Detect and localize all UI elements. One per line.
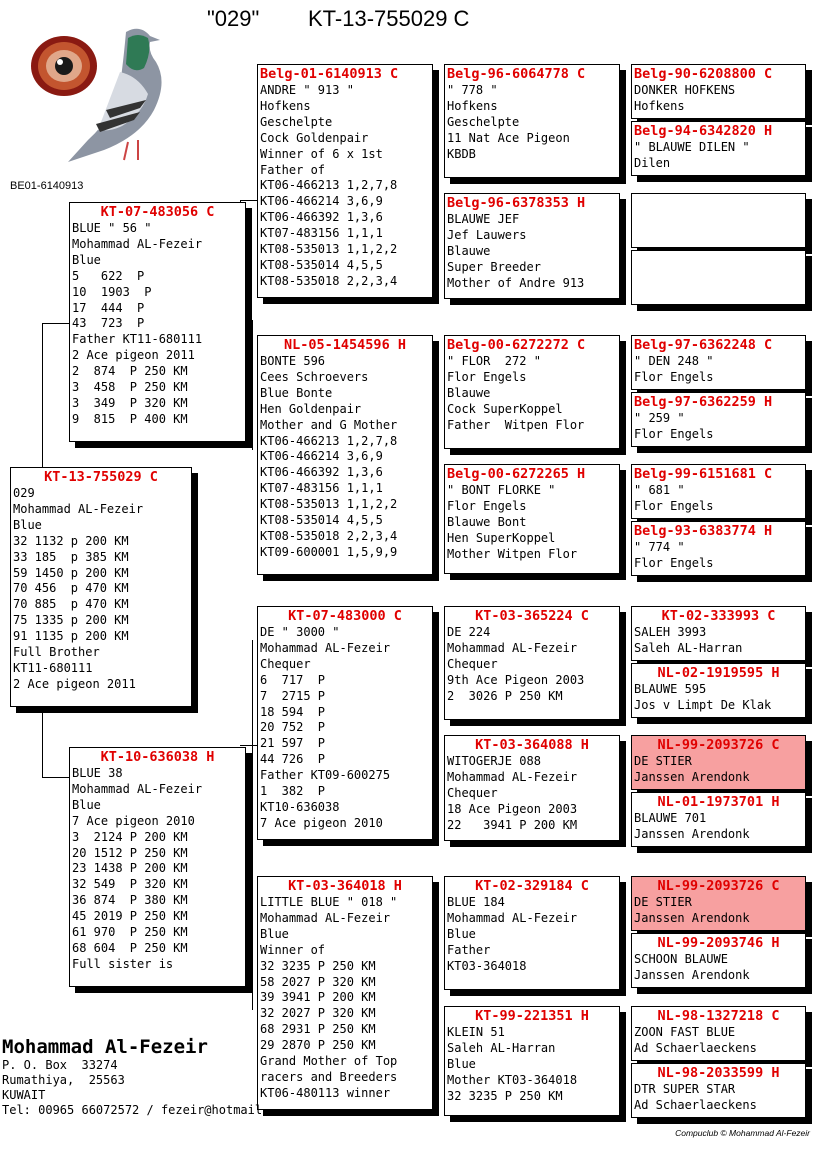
info-line: 10 1903 P xyxy=(72,284,152,299)
info-line: 32 2027 P 320 KM xyxy=(260,1006,376,1021)
info-line: Jos v Limpt De Klak xyxy=(634,697,772,712)
g8-card[interactable] xyxy=(631,521,806,576)
g13-lines xyxy=(634,895,803,927)
info-line: 21 597 P xyxy=(260,736,326,751)
info-line: Ad Schaerlaeckens xyxy=(634,1097,757,1112)
info-line: 75 1335 p 200 KM xyxy=(13,613,129,628)
dss-lines xyxy=(447,625,617,705)
info-line: 22 3941 P 200 KM xyxy=(447,817,578,832)
info-line: 32 3235 P 250 KM xyxy=(260,958,376,973)
info-line: 68 604 P 250 KM xyxy=(72,940,188,955)
sss-card[interactable] xyxy=(444,64,620,178)
info-line: " 774 " xyxy=(634,540,685,554)
info-line: DE 224 xyxy=(447,625,491,639)
g16-lines xyxy=(634,1082,803,1114)
g2-lines xyxy=(634,140,803,172)
info-line: KT06-466213 1,2,7,8 xyxy=(260,178,398,193)
info-line: DTR SUPER STAR xyxy=(634,1082,736,1096)
info-line: 91 1135 p 200 KM xyxy=(13,629,129,644)
info-line: Full Brother xyxy=(13,645,100,660)
g14-card[interactable] xyxy=(631,933,806,988)
info-line: Blue xyxy=(72,797,101,812)
dam-sire-lines xyxy=(260,625,430,832)
info-line: Chequer xyxy=(447,656,498,671)
info-line: Blauwe xyxy=(447,385,491,400)
pigeon-ring-title: KT-13-755029 C xyxy=(308,6,470,31)
g9-lines xyxy=(634,625,803,657)
info-line: KT06-480113 winner xyxy=(260,1085,391,1100)
info-line: Mohammad AL-Fezeir xyxy=(72,236,203,251)
sire-lines xyxy=(72,221,243,428)
dss-ring: KT-03-365224 C xyxy=(475,608,589,624)
info-line: 3 458 P 250 KM xyxy=(72,380,188,395)
g8-ring: Belg-93-6383774 H xyxy=(634,523,773,539)
copyright: Compuclub © Mohammad Al-Fezeir xyxy=(675,1128,810,1138)
info-line: Mohammad AL-Fezeir xyxy=(72,781,203,796)
info-line: Cock SuperKoppel xyxy=(447,401,563,416)
info-line: Father Witpen Flor xyxy=(447,417,585,432)
g2-ring: Belg-94-6342820 H xyxy=(634,123,773,139)
info-line: Mohammad AL-Fezeir xyxy=(447,640,578,655)
dam-lines xyxy=(72,766,243,973)
info-line: Father of xyxy=(260,162,326,177)
info-line: 44 726 P xyxy=(260,752,326,767)
info-line: Janssen Arendonk xyxy=(634,826,750,841)
g9-card[interactable] xyxy=(631,606,806,661)
info-line: 68 2931 P 250 KM xyxy=(260,1022,376,1037)
g1-lines xyxy=(634,83,803,115)
info-line: Flor Engels xyxy=(634,426,714,441)
info-line: 17 444 P xyxy=(72,300,145,315)
info-line: KT08-535018 2,2,3,4 xyxy=(260,273,398,288)
g10-card[interactable] xyxy=(631,663,806,718)
info-line: 43 723 P xyxy=(72,316,145,331)
info-line: KT07-483156 1,1,1 xyxy=(260,226,383,241)
owner-block xyxy=(2,1036,269,1118)
g12-card[interactable] xyxy=(631,792,806,847)
info-line: Hofkens xyxy=(634,98,685,113)
info-line: Janssen Arendonk xyxy=(634,910,750,925)
g6-ring: Belg-97-6362259 H xyxy=(634,394,773,410)
g5-card[interactable] xyxy=(631,335,806,390)
sss-lines xyxy=(447,83,617,163)
info-line: 7 2715 P xyxy=(260,688,326,703)
dam-dam-lines xyxy=(260,895,430,1102)
info-line: Janssen Arendonk xyxy=(634,769,750,784)
dam-dam-card[interactable] xyxy=(257,876,433,1110)
info-line: DE STIER xyxy=(634,754,692,768)
info-line: KT10-636038 xyxy=(260,799,340,814)
sss-ring: Belg-96-6064778 C xyxy=(447,66,586,82)
info-line: 5 622 P xyxy=(72,268,145,283)
info-line: WITOGERJE 088 xyxy=(447,754,541,768)
dsd-lines xyxy=(447,754,617,834)
info-line: Hofkens xyxy=(447,98,498,113)
info-line: 32 549 P 320 KM xyxy=(72,877,188,892)
info-line: 70 885 p 470 KM xyxy=(13,597,129,612)
info-line: Janssen Arendonk xyxy=(634,967,750,982)
g12-ring: NL-01-1973701 H xyxy=(657,794,780,810)
info-line: Mother of Andre 913 xyxy=(447,275,585,290)
info-line: Blue xyxy=(13,517,42,532)
info-line: 61 970 P 250 KM xyxy=(72,925,188,940)
info-line: Blauwe Bont xyxy=(447,514,527,529)
sds-lines xyxy=(447,354,617,434)
sds-card[interactable] xyxy=(444,335,620,449)
info-line: Blue xyxy=(72,252,101,267)
info-line: 9 815 P 400 KM xyxy=(72,411,188,426)
info-line: 20 752 P xyxy=(260,720,326,735)
ssd-ring: Belg-96-6378353 H xyxy=(447,195,586,211)
g7-card[interactable] xyxy=(631,464,806,519)
info-line: Cock Goldenpair xyxy=(260,130,369,145)
info-line: SCHOON BLAUWE xyxy=(634,952,728,966)
info-line: Mother and G Mother xyxy=(260,417,398,432)
info-line: 45 2019 P 250 KM xyxy=(72,909,188,924)
info-line: 6 717 P xyxy=(260,672,326,687)
g13-ring: NL-99-2093726 C xyxy=(657,878,780,894)
info-line: 1 382 P xyxy=(260,784,326,799)
info-line: ZOON FAST BLUE xyxy=(634,1025,736,1039)
info-line: Blauwe xyxy=(447,243,491,258)
g10-ring: NL-02-1919595 H xyxy=(657,665,780,681)
g6-card[interactable] xyxy=(631,392,806,447)
info-line: Father KT09-600275 xyxy=(260,768,391,783)
info-line: KT03-364018 xyxy=(447,958,527,973)
dss-card[interactable] xyxy=(444,606,620,720)
g7-lines xyxy=(634,483,803,515)
dam-card[interactable] xyxy=(69,747,246,987)
info-line: Mohammad AL-Fezeir xyxy=(260,910,391,925)
info-line: 32 1132 p 200 KM xyxy=(13,533,129,548)
info-line: Blue xyxy=(260,926,289,941)
sire-dam-ring: NL-05-1454596 H xyxy=(284,337,406,353)
info-line: Flor Engels xyxy=(447,498,527,513)
g15-ring: NL-98-1327218 C xyxy=(657,1008,780,1024)
dam-sire-ring: KT-07-483000 C xyxy=(288,608,402,624)
info-line: Hen Goldenpair xyxy=(260,401,362,416)
info-line: KLEIN 51 xyxy=(447,1025,505,1039)
dam-ring: KT-10-636038 H xyxy=(100,749,215,765)
info-line: 2 3026 P 250 KM xyxy=(447,688,563,703)
info-line: Father xyxy=(447,942,491,957)
g16-ring: NL-98-2033599 H xyxy=(657,1065,780,1081)
sire-dam-lines xyxy=(260,354,430,561)
g15-lines xyxy=(634,1025,803,1057)
info-line: BLAUWE 595 xyxy=(634,682,707,696)
info-line: Flor Engels xyxy=(634,498,714,513)
info-line: " 259 " xyxy=(634,411,685,425)
dam-dam-ring: KT-03-364018 H xyxy=(288,878,402,894)
info-line: racers and Breeders xyxy=(260,1069,398,1084)
info-line: Mohammad AL-Fezeir xyxy=(447,769,578,784)
g5-ring: Belg-97-6362248 C xyxy=(634,337,773,353)
sire-sire-ring: Belg-01-6140913 C xyxy=(260,66,399,82)
info-line: Dilen xyxy=(634,155,671,170)
info-line: 70 456 p 470 KM xyxy=(13,581,129,596)
sdd-card[interactable] xyxy=(444,464,620,574)
info-line: 029 xyxy=(13,486,35,500)
info-line: BLUE 38 xyxy=(72,766,123,780)
info-line: 7 Ace pigeon 2010 xyxy=(72,813,195,828)
info-line: " BONT FLORKE " xyxy=(447,483,556,497)
g6-lines xyxy=(634,411,803,443)
dds-ring: KT-02-329184 C xyxy=(475,878,589,894)
info-line: Cees Schroevers xyxy=(260,369,369,384)
g14-lines xyxy=(634,952,803,984)
info-line: DE STIER xyxy=(634,895,692,909)
info-line: KT06-466392 1,3,6 xyxy=(260,210,383,225)
info-line: 7 Ace pigeon 2010 xyxy=(260,815,383,830)
info-line: 2 Ace pigeon 2011 xyxy=(72,348,195,363)
info-line: 58 2027 P 320 KM xyxy=(260,974,376,989)
info-line: KT06-466214 3,6,9 xyxy=(260,449,383,464)
info-line: 3 349 P 320 KM xyxy=(72,395,188,410)
g14-ring: NL-99-2093746 H xyxy=(657,935,780,951)
info-line: BLUE " 56 " xyxy=(72,221,152,235)
info-line: " 681 " xyxy=(634,483,685,497)
info-line: " BLAUWE DILEN " xyxy=(634,140,750,154)
g10-lines xyxy=(634,682,803,714)
info-line: KT06-466213 1,2,7,8 xyxy=(260,433,398,448)
info-line: Hen SuperKoppel xyxy=(447,530,556,545)
info-line: Mohammad AL-Fezeir xyxy=(13,501,144,516)
owner-address-3: KUWAIT xyxy=(2,1088,46,1102)
info-line: 39 3941 P 200 KM xyxy=(260,990,376,1005)
info-line: KT08-535013 1,1,2,2 xyxy=(260,242,398,257)
info-line: Blue xyxy=(447,926,476,941)
g11-ring: NL-99-2093726 C xyxy=(657,737,780,753)
info-line: Ad Schaerlaeckens xyxy=(634,1040,757,1055)
owner-address-2: Rumathiya, 25563 xyxy=(2,1073,125,1087)
info-line: KT08-535014 4,5,5 xyxy=(260,257,383,272)
dsd-card[interactable] xyxy=(444,735,620,841)
sdd-lines xyxy=(447,483,617,563)
info-line: Mother Witpen Flor xyxy=(447,546,578,561)
subject-ring: KT-13-755029 C xyxy=(44,469,158,485)
info-line: Full sister is xyxy=(72,956,174,971)
ddd-lines xyxy=(447,1025,617,1105)
g12-lines xyxy=(634,811,803,843)
g9-ring: KT-02-333993 C xyxy=(661,608,776,624)
g3-card[interactable] xyxy=(631,193,806,248)
info-line: " 778 " xyxy=(447,83,498,97)
info-line: 36 874 P 380 KM xyxy=(72,893,188,908)
subject-lines xyxy=(13,486,189,693)
info-line: KT06-466392 1,3,6 xyxy=(260,465,383,480)
info-line: Saleh AL-Harran xyxy=(634,640,743,655)
dam-sire-card[interactable] xyxy=(257,606,433,840)
info-line: " FLOR 272 " xyxy=(447,354,541,368)
info-line: Super Breeder xyxy=(447,259,541,274)
sire-sire-lines xyxy=(260,83,430,290)
info-line: Chequer xyxy=(447,785,498,800)
info-line: Winner of 6 x 1st xyxy=(260,146,383,161)
info-line: 33 185 p 385 KM xyxy=(13,549,129,564)
g11-lines xyxy=(634,754,803,786)
info-line: BLAUWE JEF xyxy=(447,212,520,226)
info-line: Grand Mother of Top xyxy=(260,1054,398,1069)
info-line: 29 2870 P 250 KM xyxy=(260,1038,376,1053)
ddd-ring: KT-99-221351 H xyxy=(475,1008,589,1024)
info-line: 3 2124 P 200 KM xyxy=(72,829,188,844)
info-line: BLUE 184 xyxy=(447,895,505,909)
g7-ring: Belg-99-6151681 C xyxy=(634,466,773,482)
info-line: 59 1450 p 200 KM xyxy=(13,565,129,580)
info-line: Flor Engels xyxy=(447,369,527,384)
info-line: " DEN 248 " xyxy=(634,354,714,368)
g8-lines xyxy=(634,540,803,572)
info-line: KT08-535014 4,5,5 xyxy=(260,513,383,528)
g1-ring: Belg-90-6208800 C xyxy=(634,66,773,82)
ssd-lines xyxy=(447,212,617,292)
g13-card[interactable] xyxy=(631,876,806,931)
info-line: Chequer xyxy=(260,656,311,671)
info-line: ANDRE " 913 " xyxy=(260,83,354,97)
info-line: Jef Lauwers xyxy=(447,227,527,242)
info-line: KBDB xyxy=(447,146,476,161)
owner-name: Mohammad Al-Fezeir xyxy=(2,1036,208,1058)
info-line: DONKER HOFKENS xyxy=(634,83,736,97)
subject-card[interactable] xyxy=(10,467,192,707)
info-line: BLAUWE 701 xyxy=(634,811,707,825)
info-line: Geschelpte xyxy=(447,114,520,129)
sire-card[interactable] xyxy=(69,202,246,442)
info-line: 20 1512 P 250 KM xyxy=(72,845,188,860)
sire-dam-card[interactable] xyxy=(257,335,433,575)
sire-ring: KT-07-483056 C xyxy=(100,204,215,220)
info-line: KT08-535013 1,1,2,2 xyxy=(260,497,398,512)
info-line: 2 Ace pigeon 2011 xyxy=(13,676,136,691)
g1-card[interactable] xyxy=(631,64,806,119)
info-line: KT08-535018 2,2,3,4 xyxy=(260,528,398,543)
g4-card[interactable] xyxy=(631,250,806,305)
info-line: KT06-466214 3,6,9 xyxy=(260,194,383,209)
info-line: Saleh AL-Harran xyxy=(447,1040,556,1055)
owner-address-1: P. O. Box 33274 xyxy=(2,1058,118,1072)
sire-sire-card[interactable] xyxy=(257,64,433,298)
owner-contact: Tel: 00965 66072572 / fezeir@hotmail. xyxy=(2,1103,270,1117)
info-line: 18 Ace Pigeon 2003 xyxy=(447,801,578,816)
dds-lines xyxy=(447,895,617,975)
ddd-card[interactable] xyxy=(444,1006,620,1116)
info-line: Blue xyxy=(447,1056,476,1071)
info-line: 2 874 P 250 KM xyxy=(72,364,188,379)
g5-lines xyxy=(634,354,803,386)
info-line: 11 Nat Ace Pigeon xyxy=(447,130,570,145)
info-line: 18 594 P xyxy=(260,704,326,719)
info-line: 23 1438 P 200 KM xyxy=(72,861,188,876)
info-line: LITTLE BLUE " 018 " xyxy=(260,895,398,909)
ssd-card[interactable] xyxy=(444,193,620,299)
info-line: Flor Engels xyxy=(634,369,714,384)
info-line: Mohammad AL-Fezeir xyxy=(447,910,578,925)
info-line: Blue Bonte xyxy=(260,385,333,400)
g15-card[interactable] xyxy=(631,1006,806,1061)
info-line: DE " 3000 " xyxy=(260,625,340,639)
info-line: BONTE 596 xyxy=(260,354,326,368)
info-line: Father KT11-680111 xyxy=(72,332,203,347)
pigeon-photo xyxy=(16,14,176,164)
g2-card[interactable] xyxy=(631,121,806,176)
g11-card[interactable] xyxy=(631,735,806,790)
sds-ring: Belg-00-6272272 C xyxy=(447,337,586,353)
sdd-ring: Belg-00-6272265 H xyxy=(447,466,586,482)
info-line: KT11-680111 xyxy=(13,660,93,675)
info-line: 9th Ace Pigeon 2003 xyxy=(447,672,585,687)
info-line: 32 3235 P 250 KM xyxy=(447,1088,563,1103)
info-line: Mother KT03-364018 xyxy=(447,1072,578,1087)
info-line: KT09-600001 1,5,9,9 xyxy=(260,544,398,559)
info-line: Mohammad AL-Fezeir xyxy=(260,640,391,655)
info-line: Flor Engels xyxy=(634,555,714,570)
info-line: Geschelpte xyxy=(260,114,333,129)
dds-card[interactable] xyxy=(444,876,620,990)
info-line: Winner of xyxy=(260,942,326,957)
pigeon-name: "029" xyxy=(207,6,260,31)
dsd-ring: KT-03-364088 H xyxy=(475,737,589,753)
photo-ring: BE01-6140913 xyxy=(10,180,84,192)
g16-card[interactable] xyxy=(631,1063,806,1118)
info-line: SALEH 3993 xyxy=(634,625,707,639)
info-line: Hofkens xyxy=(260,98,311,113)
info-line: KT07-483156 1,1,1 xyxy=(260,481,383,496)
